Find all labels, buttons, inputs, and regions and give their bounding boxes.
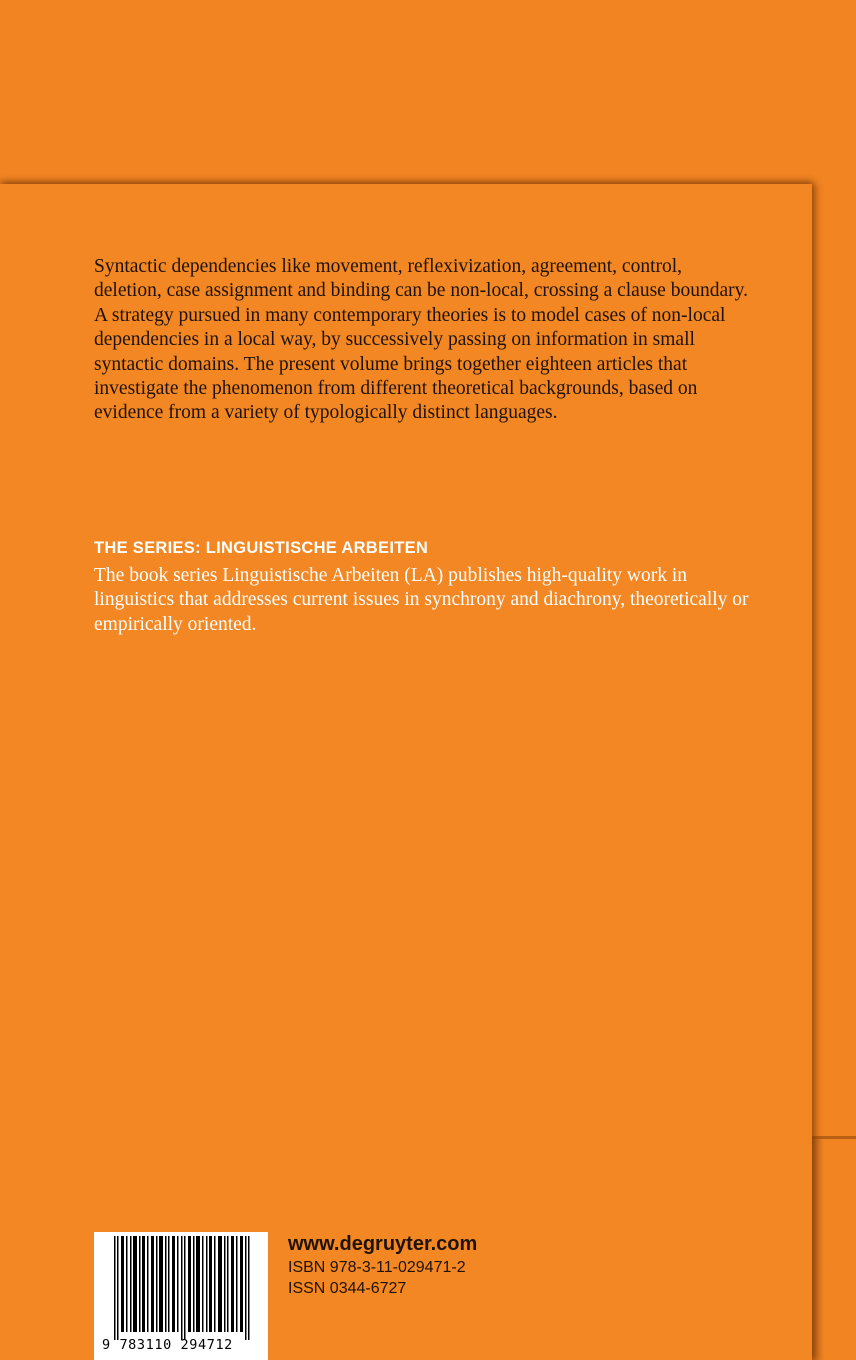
issn-number: ISSN 0344-6727 [288,1280,407,1297]
isbn-barcode [94,1232,268,1360]
isbn-number: ISBN 978-3-11-029471-2 [288,1259,466,1276]
barcode-digits: 9 783110 294712 [102,1337,233,1353]
publisher-info [288,1233,477,1299]
series-description: The book series Linguistische Arbeiten (LA) publishes high-quality work in linguistics that addresses current issues in synchrony and diachrony, theoretically or empirically oriented. [94,565,749,635]
flap-fold-shadow [812,1139,824,1360]
book-description: Syntactic dependencies like movement, reflexivization, agreement, control, deletion, case assignment and binding can be non-local, crossing a clause boundary. A strategy pursued in many contemporary theories is to model cases of non-local dependencies in a local way, by successively passing on information in small syntactic domains. The present volume brings together eighteen articles that investigate the phenomenon from different theoretical backgrounds, based on evidence from a variety of typologically distinct languages. [94,256,748,424]
series-heading: THE SERIES: LINGUISTISCHE ARBEITEN [94,539,429,557]
publisher-url: www.degruyter.com [288,1233,478,1255]
